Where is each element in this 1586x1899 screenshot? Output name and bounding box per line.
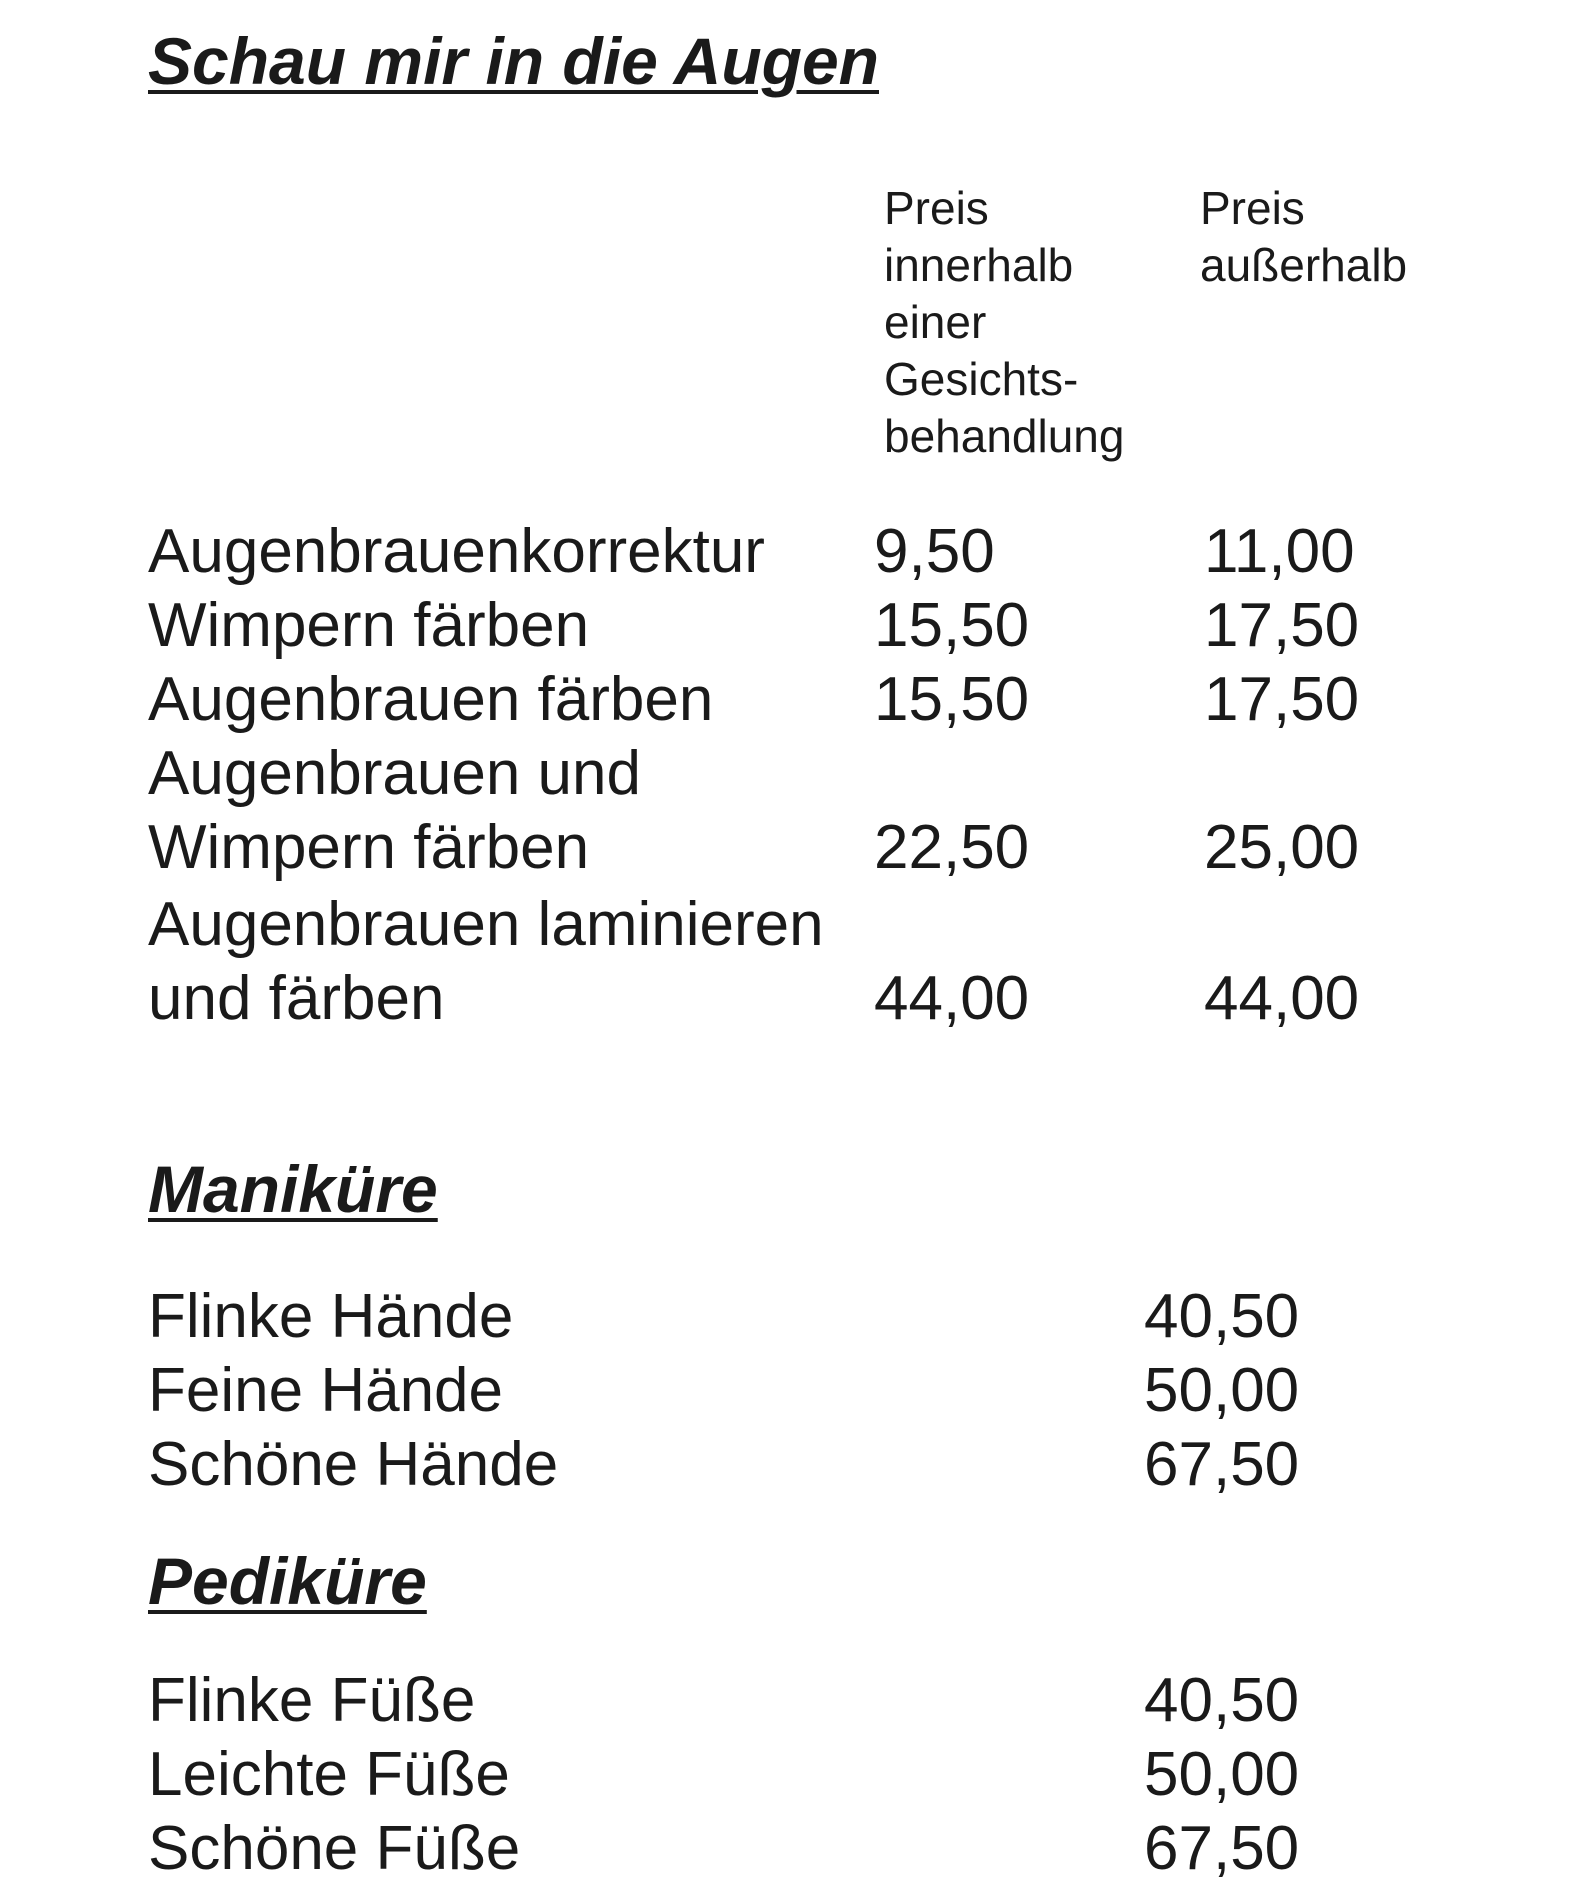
item-name: Schöne Füße — [148, 1814, 521, 1883]
section-title-manicure: Maniküre — [148, 1152, 438, 1226]
item-name: Augenbrauen färben — [148, 665, 714, 734]
item-name: Wimpern färben — [148, 591, 590, 660]
price-outside: 25,00 — [1204, 813, 1360, 882]
price-inside: 15,50 — [874, 665, 1030, 734]
item-name: Schöne Hände — [148, 1430, 559, 1499]
item-name: Augenbrauen und Wimpern färben — [148, 739, 642, 882]
item-name: Feine Hände — [148, 1356, 504, 1425]
price-outside: 17,50 — [1204, 591, 1360, 660]
price: 50,00 — [1144, 1740, 1300, 1809]
price-row-brow-tint — [148, 663, 1448, 737]
item-name: Augenbrauen laminieren und färben — [148, 890, 824, 1033]
section-title-pedicure: Pediküre — [148, 1544, 427, 1618]
price-row-brow-lamination — [148, 888, 1448, 1036]
section-title-eyes: Schau mir in die Augen — [148, 24, 879, 98]
column-header-price-outside: Preis außerhalb — [1200, 182, 1408, 291]
price-row-pedicure — [148, 1664, 1448, 1738]
item-name: Augenbrauenkorrektur — [148, 517, 765, 586]
price: 67,50 — [1144, 1430, 1300, 1499]
price-row-lash-tint — [148, 589, 1448, 663]
price-row-brow-and-lash-tint — [148, 737, 1448, 885]
column-header-price-inside: Preis innerhalb einer Gesichts- behandlung — [884, 182, 1125, 462]
price-inside: 9,50 — [874, 517, 995, 586]
price-inside: 15,50 — [874, 591, 1030, 660]
price: 67,50 — [1144, 1814, 1300, 1883]
item-name: Flinke Hände — [148, 1282, 514, 1351]
price-inside: 44,00 — [874, 964, 1030, 1033]
price-inside: 22,50 — [874, 813, 1030, 882]
price-row-manicure — [148, 1280, 1448, 1354]
price-row-pedicure — [148, 1812, 1448, 1886]
price-row-manicure — [148, 1354, 1448, 1428]
price: 40,50 — [1144, 1666, 1300, 1735]
price-outside: 17,50 — [1204, 665, 1360, 734]
price-row-manicure — [148, 1428, 1448, 1502]
price: 40,50 — [1144, 1282, 1300, 1351]
price-row-eyebrow-correction — [148, 515, 1448, 589]
price-row-pedicure — [148, 1738, 1448, 1812]
item-name: Leichte Füße — [148, 1740, 510, 1809]
price: 50,00 — [1144, 1356, 1300, 1425]
price-outside: 11,00 — [1204, 517, 1355, 586]
price-outside: 44,00 — [1204, 964, 1360, 1033]
item-name: Flinke Füße — [148, 1666, 476, 1735]
